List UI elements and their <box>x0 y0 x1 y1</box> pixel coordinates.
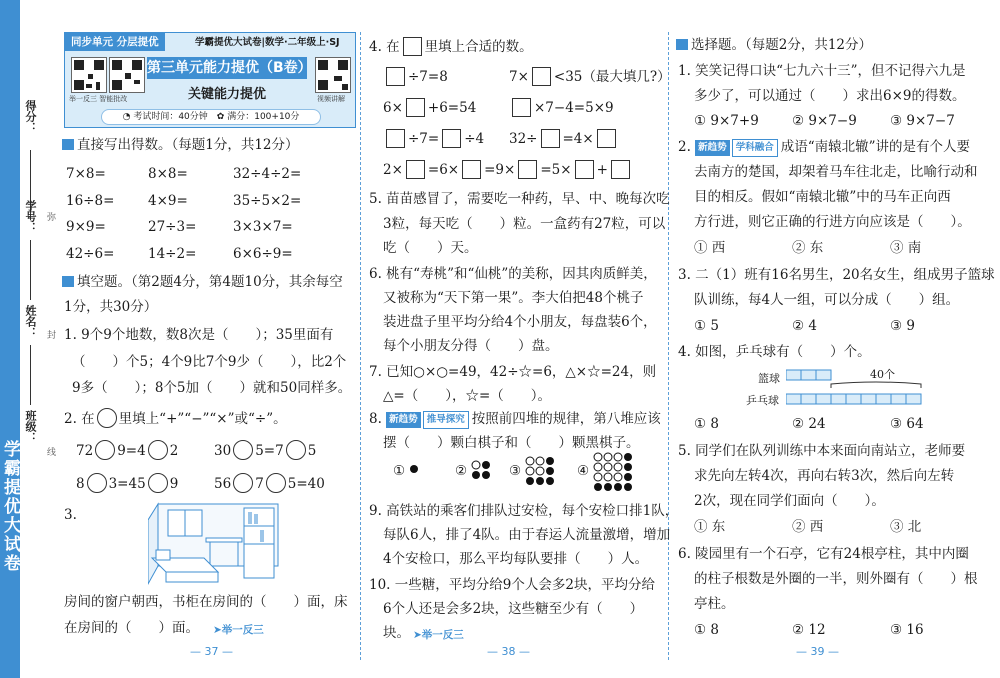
question-1-line: 1. 笑笑记得口诀“七九六十三”，但不记得六九是 <box>678 63 966 79</box>
pile-label: ② <box>455 463 468 479</box>
question-9-line: 9. 高铁站的乘客们排队过安检，每个安检口排1队， <box>369 503 679 519</box>
fill-item <box>383 98 476 117</box>
question-2-text: 里填上“+”“−”“×”或“÷”。 <box>118 411 287 427</box>
score-label: 得分： <box>24 100 37 133</box>
answer-circle[interactable] <box>87 473 107 493</box>
section-1-text: 直接写出得数。（每题1分，共12分） <box>77 137 299 153</box>
question-6-line: 的柱子根数是外圈的一半，则外圈有（ ）根 <box>694 571 978 587</box>
answer-box[interactable] <box>512 98 531 117</box>
section-2-heading <box>62 274 343 290</box>
question-2-line: 2. 新趋势 学科融合 成语“南辕北辙”讲的是有个人要 <box>678 139 971 155</box>
op-text: 56 <box>214 476 232 492</box>
answer-box[interactable] <box>597 129 616 148</box>
qr-right-caption: 视频讲解 <box>317 95 345 103</box>
fill-text: +6=54 <box>427 100 477 116</box>
calc-item: 16÷8= <box>66 193 115 209</box>
cut-mark: 封 <box>47 331 57 341</box>
calc-item: 6×6÷9= <box>233 246 293 262</box>
answer-circle[interactable] <box>286 440 306 460</box>
option[interactable]: ③ 9 <box>890 318 915 334</box>
question-8-line: 8. 新趋势 推导探究 按照前四堆的规律，第八堆应该 <box>369 411 661 427</box>
fill-text: 2× <box>383 162 403 178</box>
column-divider <box>668 32 669 660</box>
page-number: — 38 — <box>487 645 530 658</box>
answer-circle[interactable] <box>233 473 253 493</box>
section-marker-icon <box>676 39 688 50</box>
op-text: 72 <box>76 443 94 459</box>
question-10-line: 6个人还是会多2块，这些糖至少有（ ） <box>383 601 644 617</box>
question-3-line: 队训练，每4人一组，可以分成（ ）组。 <box>694 292 960 308</box>
section-1-heading <box>62 137 299 153</box>
room-illustration <box>148 500 298 586</box>
question-3-line: 在房间的（ ）面。 <box>64 620 199 636</box>
section-3-heading <box>676 37 872 53</box>
option[interactable]: ② 9×7−9 <box>792 113 857 129</box>
topic-badge: 学科融合 <box>732 139 778 157</box>
qr-code-right[interactable] <box>315 57 351 93</box>
question-5-line: 5. 同学们在队列训练中本来面向南站立，老师要 <box>678 443 966 459</box>
answer-box[interactable] <box>406 98 425 117</box>
section-marker-icon <box>62 139 74 150</box>
section-3-text: 选择题。（每题2分，共12分） <box>691 37 873 53</box>
option[interactable]: ② 12 <box>792 622 826 638</box>
op-text: 7 <box>255 476 264 492</box>
question-3-number: 3. <box>64 507 77 523</box>
pile-label: ④ <box>577 463 590 479</box>
op-text: 9 <box>169 476 179 492</box>
unit-header <box>64 32 356 128</box>
question-6-line: 又被称为“天下第一果”。李大伯把48个桃子 <box>383 290 644 306</box>
question-9-line: 每队6人，排了4队。由于春运人流量激增，增加 <box>383 527 671 543</box>
question-5-line: 3粒，每天吃（ ）粒。一盒药有27粒，可以 <box>383 216 666 232</box>
answer-circle[interactable] <box>97 408 117 428</box>
question-8-text: 按照前四堆的规律，第八堆应该 <box>471 411 661 427</box>
calc-item: 27÷3= <box>148 219 197 235</box>
pile-label: ① <box>393 463 406 479</box>
question-4-text: 里填上合适的数。 <box>424 39 533 55</box>
exam-time: 考试时间：40分钟 <box>133 112 208 122</box>
name-line <box>30 345 31 405</box>
fill-text: ÷7= <box>408 131 440 147</box>
exam-info <box>101 109 321 125</box>
op-text: 9=4 <box>117 443 146 459</box>
answer-box[interactable] <box>611 160 630 179</box>
id-label: 学号： <box>24 200 37 233</box>
qr-code-left[interactable] <box>71 57 107 93</box>
class-label: 班级： <box>24 410 37 443</box>
question-7-line: △=（ ），☆=（ ）。 <box>383 388 552 404</box>
fill-text: + <box>596 162 608 178</box>
answer-box[interactable] <box>403 37 422 56</box>
trend-badge: 新趋势 <box>386 412 421 428</box>
series-label: 学霸提优大试卷|数学·二年级上·SJ <box>195 37 340 48</box>
option[interactable]: ① 9×7+9 <box>694 113 759 129</box>
option[interactable]: ① 8 <box>694 416 719 432</box>
question-5-line: 吃（ ）天。 <box>383 240 478 256</box>
topic-badge: 推导探究 <box>423 411 469 429</box>
calc-item: 9×9= <box>66 219 106 235</box>
question-4-line: 4. 如图，乒乓球有（ ）个。 <box>678 344 871 360</box>
question-4 <box>369 37 533 56</box>
calc-item: 14÷2= <box>148 246 197 262</box>
fill-item <box>383 129 484 148</box>
question-1-line: （ ）个5；4个9比7个9少（ ），比2个 <box>72 354 347 370</box>
answer-circle[interactable] <box>148 473 168 493</box>
question-5-line: 5. 苗苗感冒了，需要吃一种药，早、中、晚每次吃 <box>369 191 670 207</box>
unit-subtitle: 关键能力提优 <box>187 87 266 102</box>
answer-box[interactable] <box>575 160 594 179</box>
question-5-line: 求先向左转4次，再向右转3次，然后向左转 <box>694 468 955 484</box>
more-link[interactable]: ➤举一反三 <box>213 624 264 636</box>
question-10-line: 10. 一些糖，平均分给9个人会多2块，平均分给 <box>369 577 655 593</box>
fill-text: ÷4 <box>464 131 485 147</box>
question-2 <box>64 408 287 428</box>
difference-label: 40个 <box>870 368 895 381</box>
question-7-line: 7. 已知○×○=49，42÷☆=6，△×☆=24，则 <box>369 364 657 380</box>
pile-2-stones <box>471 460 491 480</box>
question-1-line: 多少了，可以通过（ ）求出6×9的得数。 <box>694 88 966 104</box>
calc-item: 42÷6= <box>66 246 115 262</box>
option[interactable]: ③ 9×7−7 <box>890 113 955 129</box>
fill-item <box>509 98 614 117</box>
fill-text: =9× <box>484 162 516 178</box>
trend-badge: 新趋势 <box>695 140 730 156</box>
fill-item <box>383 160 633 179</box>
page-number: — 37 — <box>190 645 233 658</box>
column-divider <box>360 32 361 660</box>
pile-1-stones <box>409 464 419 474</box>
question-6-line: 亭柱。 <box>694 596 735 612</box>
section-2-text: 填空题。（第2题4分，第4题10分，其余每空 <box>77 274 343 290</box>
question-1-line: 1. 9个9个地数，数8次是（ ）；35里面有 <box>64 327 334 343</box>
op-text: 8 <box>76 476 85 492</box>
option[interactable]: ② 4 <box>792 318 817 334</box>
op-item <box>76 473 178 493</box>
id-line <box>30 240 31 300</box>
option[interactable]: ① 8 <box>694 622 719 638</box>
unit-title: 第三单元能力提优（B卷） <box>147 57 307 79</box>
question-6-line: 每个小朋友分得（ ）盘。 <box>383 338 559 354</box>
question-10-line: 块。 <box>383 625 410 641</box>
calc-item: 3×3×7= <box>233 219 293 235</box>
option[interactable]: ② 东 <box>792 240 824 256</box>
cut-mark: 线 <box>47 448 57 458</box>
fill-text: 6× <box>383 100 403 116</box>
sidebar-band <box>0 0 20 678</box>
star-icon: ✿ <box>216 112 225 122</box>
calc-item: 4×9= <box>148 193 188 209</box>
pile-1 <box>393 463 405 479</box>
basketball-label: 篮球 <box>758 372 780 385</box>
option[interactable]: ① 东 <box>694 519 726 535</box>
question-2-line: 方行进，则它正确的行进方向应该是（ ）。 <box>694 214 971 230</box>
series-title-vertical: 学霸提优大试卷 <box>0 440 20 573</box>
calc-item: 35÷5×2= <box>233 193 302 209</box>
answer-box[interactable] <box>518 160 537 179</box>
op-text: 5=40 <box>287 476 325 492</box>
page-39 <box>672 0 995 678</box>
name-label: 姓名： <box>24 305 37 338</box>
fill-text: ÷7=8 <box>408 69 448 85</box>
question-3-line: 3. 二（1）班有16名男生，20名女生，组成男子篮球 <box>678 267 995 283</box>
calc-item: 7×8= <box>66 166 106 182</box>
fill-text: 32÷ <box>509 131 538 147</box>
answer-box[interactable] <box>386 129 405 148</box>
pile-label: ③ <box>509 463 522 479</box>
op-item <box>214 440 316 460</box>
question-2-text: 成语“南辕北辙”讲的是有个人要 <box>780 139 971 155</box>
answer-box[interactable] <box>442 129 461 148</box>
section-2-text-cont: 1分，共30分） <box>64 299 158 315</box>
answer-box[interactable] <box>386 67 405 86</box>
pingpong-label: 乒乓球 <box>746 394 779 407</box>
fill-item <box>509 67 671 86</box>
series-name: 学霸提优大试卷 <box>195 37 262 48</box>
answer-circle[interactable] <box>148 440 168 460</box>
question-5-line: 2次，现在同学们面向（ ）。 <box>694 493 885 509</box>
answer-box[interactable] <box>462 160 481 179</box>
question-9-line: 4个安检口，那么平均每队要排（ ）人。 <box>383 551 649 567</box>
fill-item <box>509 129 619 148</box>
pile-4-stones <box>593 452 633 492</box>
question-3-line: 房间的窗户朝西，书柜在房间的（ ）面，床 <box>64 594 348 610</box>
answer-circle[interactable] <box>95 440 115 460</box>
fill-text: =5× <box>540 162 572 178</box>
answer-box[interactable] <box>532 67 551 86</box>
answer-circle[interactable] <box>233 440 253 460</box>
exam-full-score: 满分：100+10分 <box>227 112 300 122</box>
option[interactable]: ③ 16 <box>890 622 924 638</box>
qr-left-caption: 举一反三 智能批改 <box>69 95 128 103</box>
option[interactable]: ① 西 <box>694 240 726 256</box>
op-item <box>76 440 178 460</box>
calc-item: 8×8= <box>148 166 188 182</box>
option[interactable]: ② 24 <box>792 416 826 432</box>
question-6-line: 装进盘子里平均分给4个小朋友，每盘装6个， <box>383 314 657 330</box>
answer-box[interactable] <box>541 129 560 148</box>
fill-text: =6× <box>427 162 460 178</box>
fill-text: <35（最大填几?） <box>553 69 671 85</box>
op-text: 2 <box>169 443 179 459</box>
fill-text: ×7−4=5×9 <box>534 100 614 116</box>
option[interactable]: ① 5 <box>694 318 719 334</box>
question-2-line: 去南方的楚国，却架着马车往北走，比喻行动和 <box>694 164 978 180</box>
cut-mark: 弥 <box>47 213 57 223</box>
clock-icon: ◔ <box>122 112 131 122</box>
more-link[interactable]: ➤举一反三 <box>413 629 464 641</box>
page-number: — 39 — <box>796 645 839 658</box>
section-marker-icon <box>62 276 74 287</box>
ball-diagram <box>746 366 972 410</box>
calc-item: 32÷4÷2= <box>233 166 302 182</box>
question-1-line: 9多（ ）；8个5加（ ）就和50同样多。 <box>72 380 352 396</box>
op-item <box>214 473 325 493</box>
question-2-prefix: 2. 在 <box>64 411 95 427</box>
page-37 <box>58 0 358 678</box>
op-text: 30 <box>214 443 232 459</box>
qr-code-left-2[interactable] <box>109 57 145 93</box>
op-text: 5=7 <box>255 443 284 459</box>
option[interactable]: ② 西 <box>792 519 824 535</box>
unit-tag: 同步单元 分层提优 <box>65 33 165 51</box>
fill-item <box>383 67 448 86</box>
question-2-line: 目的相反。假如“南辕北辙”中的马车正向西 <box>694 189 951 205</box>
pile-3-stones <box>525 456 555 486</box>
question-8-line: 摆（ ）颗白棋子和（ ）颗黑棋子。 <box>383 435 640 451</box>
option[interactable]: ③ 北 <box>890 519 922 535</box>
op-text: 3=45 <box>108 476 146 492</box>
answer-circle[interactable] <box>266 473 286 493</box>
page-38 <box>363 0 679 678</box>
question-4-prefix: 4. 在 <box>369 39 400 55</box>
fill-text: =4× <box>562 131 594 147</box>
option[interactable]: ③ 南 <box>890 240 922 256</box>
fill-text: 7× <box>509 69 529 85</box>
option[interactable]: ③ 64 <box>890 416 924 432</box>
question-6-line: 6. 陵园里有一个石亭，它有24根亭柱，其中内圈 <box>678 546 969 562</box>
subject-name: 数学·二年级上·SJ <box>265 37 340 48</box>
answer-box[interactable] <box>406 160 425 179</box>
question-6-line: 6. 桃有“寿桃”和“仙桃”的美称，因其肉质鲜美， <box>369 266 657 282</box>
op-text: 5 <box>307 443 317 459</box>
